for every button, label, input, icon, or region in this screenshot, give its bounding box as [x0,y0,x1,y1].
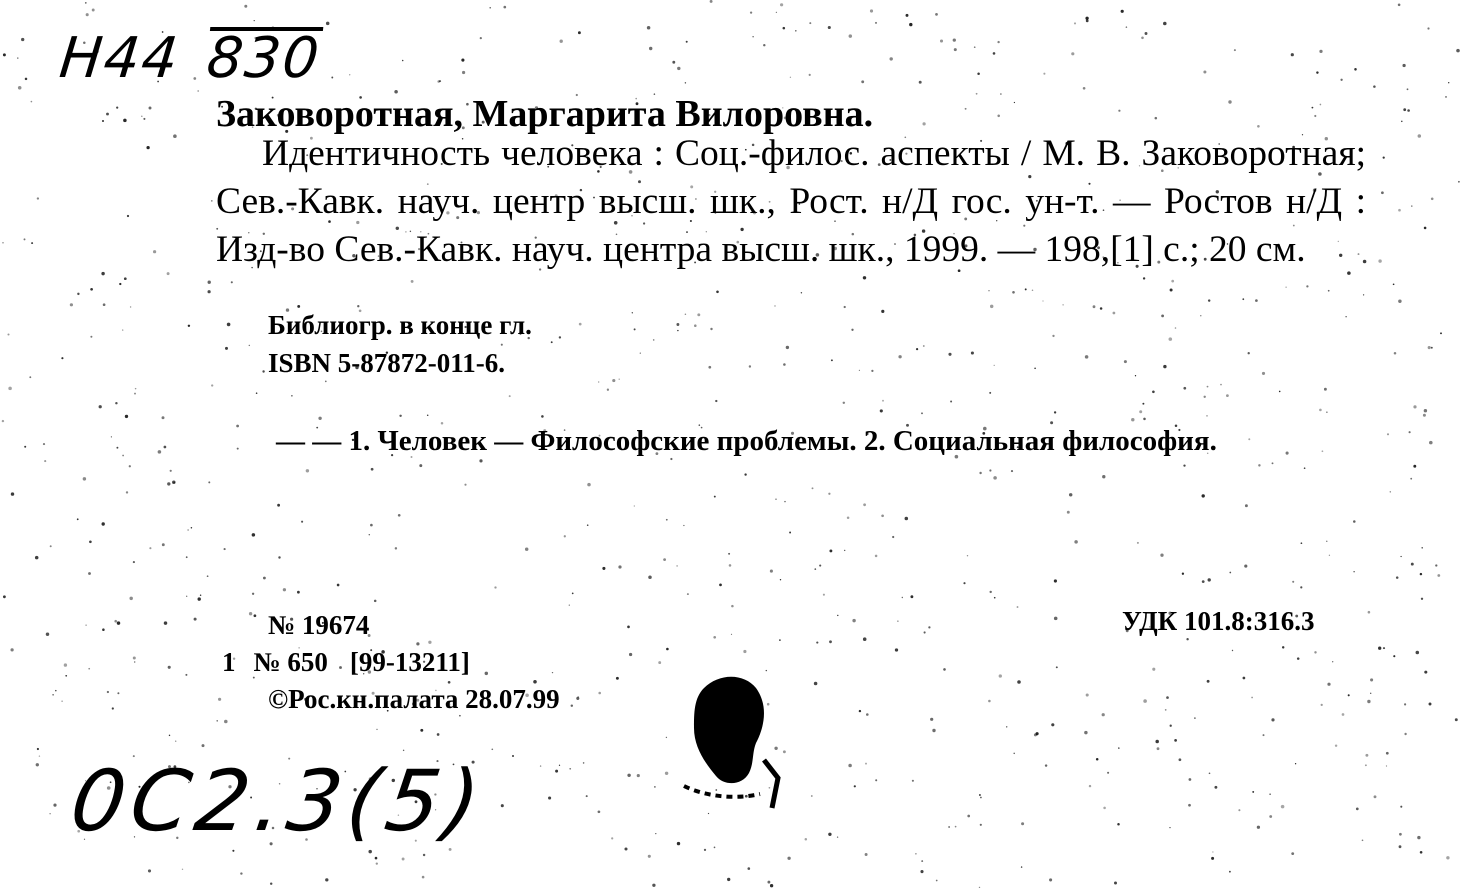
copies-line [222,647,470,678]
copies-prefix: 1 [222,647,236,677]
subject-headings: — — 1. Человек — Философские проблемы. 2. Социальная философия. [276,425,1217,457]
order-code: [99-13211] [349,647,470,677]
handwritten-overlined-number: 830 [203,26,324,91]
isbn: ISBN 5-87872-011-6. [268,348,506,378]
author-heading: Заковоротная, Маргарита Вилоровна. [216,93,874,135]
handwritten-bottom-code: 0С2.3(5) [65,752,492,850]
book-chamber-stamp: ©Рос.кн.палата 28.07.99 [268,684,560,714]
bibliographic-description: Идентичность человека : Соц.-филос. аспекты / М. В. Заковоротная; Сев.-Кавк. науч. центр высш. шк., Рост. н/Д гос. ун-т. — Ростов н/Д : Изд-во Сев.-Кавк. науч. центра высш. шк., 1999. — 198,[1] с.; 20 см. [216,133,1366,270]
handwritten-code: Н44 [56,26,183,91]
ink-blot [664,668,794,818]
udc-classification: УДК 101.8:316.3 [1122,606,1315,636]
copies-number: № 650 [253,647,328,677]
handwritten-shelf-mark [57,26,324,91]
bibliography-note: Библиогр. в конце гл. [268,310,532,340]
registration-number: № 19674 [268,610,370,640]
